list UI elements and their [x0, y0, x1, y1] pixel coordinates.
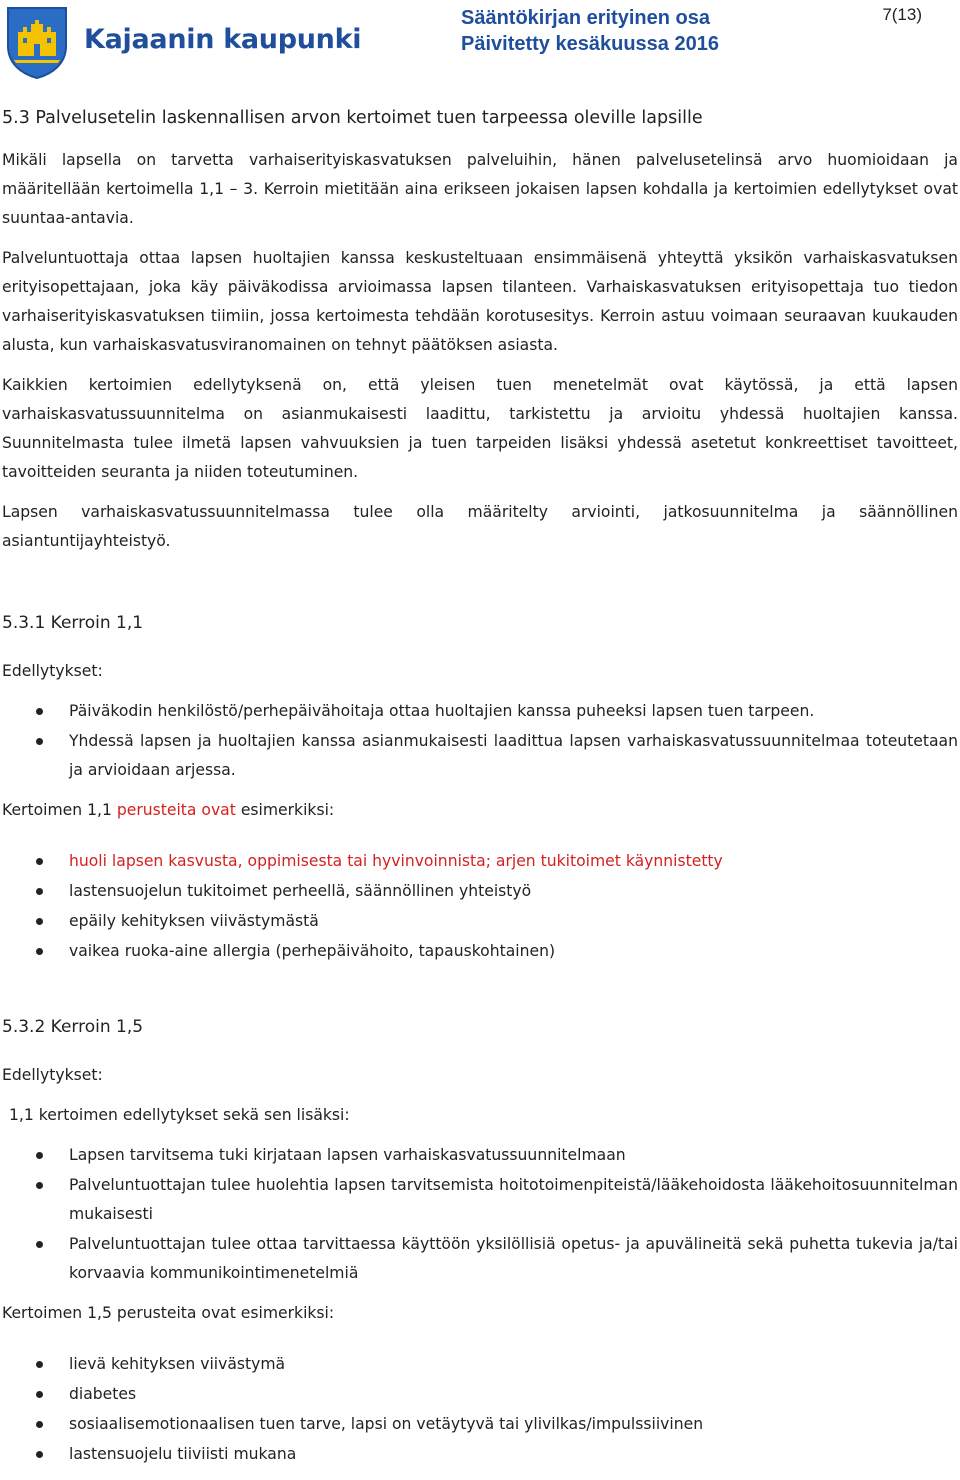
list-item: Yhdessä lapsen ja huoltajien kanssa asianmukaisesti laadittua lapsen varhaiskasvatussuunnitelmaa toteutetaan ja arvioidaan arjessa. [2, 727, 958, 785]
page-header [0, 0, 960, 90]
list-item: vaikea ruoka-aine allergia (perhepäivähoito, tapauskohtainen) [2, 937, 958, 966]
list-item: epäily kehityksen viivästymästä [2, 907, 958, 936]
examples-list [2, 1350, 958, 1469]
examples-label [2, 796, 958, 825]
examples-list [2, 847, 958, 966]
list-item: huoli lapsen kasvusta, oppimisesta tai hyvinvoinnista; arjen tukitoimet käynnistetty [2, 847, 958, 876]
list-item: lievä kehityksen viivästymä [2, 1350, 958, 1379]
subsection-heading-kerroin-1-1: 5.3.1 Kerroin 1,1 [2, 613, 144, 633]
section-heading: 5.3 Palvelusetelin laskennallisen arvon kertoimet tuen tarpeessa oleville lapsille [2, 108, 703, 128]
prerequisites-label: Edellytykset: [2, 1066, 103, 1084]
document-title [461, 5, 719, 57]
paragraph: Kaikkien kertoimien edellytyksenä on, että yleisen tuen menetelmät ovat käytössä, ja että lapsen varhaiskasvatussuunnitelma on asianmukaisesti laadittu, tarkistettu ja arvioitu yhdessä huoltajien kanssa. Suunnitelmasta tulee ilmetä lapsen vahvuuksien ja tuen tarpeiden lisäksi yhdessä asetetut konkreettiset tavoitteet, tavoitteiden seuranta ja niiden toteutuminen. [2, 376, 958, 481]
kajaani-coat-of-arms-icon [6, 6, 68, 80]
document-title-line: Sääntökirjan erityinen osa [461, 7, 710, 29]
page-number: 7(13) [882, 5, 922, 24]
prerequisites-list [2, 1141, 958, 1288]
paragraph: Palveluntuottaja ottaa lapsen huoltajien kanssa keskusteltuaan ensimmäisenä yhteyttä yksikön varhaiskasvatuksen erityisopettajaan, joka käy päiväkodissa arvioimassa lapsen tilanteen. Varhaiskasvatuksen erityisopettaja tuo tiedon varhaiserityiskasvatuksen tiimiin, jossa kertoimesta tehdään korotusesitys. Kerroin astuu voimaan seuraavan kuukauden alusta, kun varhaiskasvatusviranomainen on tehnyt päätöksen asiasta. [2, 249, 958, 354]
paragraph: Lapsen varhaiskasvatussuunnitelmassa tulee olla määritelty arviointi, jatkosuunnitelma ja säännöllinen asiantuntijayhteistyö. [2, 503, 958, 550]
document-updated-line: Päivitetty kesäkuussa 2016 [461, 33, 719, 55]
prerequisites-intro: 1,1 kertoimen edellytykset sekä sen lisäksi: [9, 1106, 350, 1124]
list-item: lastensuojelun tukitoimet perheellä, säännöllinen yhteistyö [2, 877, 958, 906]
document-body [2, 104, 958, 1480]
examples-label-start: Kertoimen 1,1 [2, 801, 117, 819]
prerequisites-label: Edellytykset: [2, 662, 103, 680]
list-item: lastensuojelu tiiviisti mukana [2, 1440, 958, 1469]
list-item: Palveluntuottajan tulee huolehtia lapsen tarvitsemista hoitotoimenpiteistä/lääkehoidosta lääkehoitosuunnitelman mukaisesti [2, 1171, 958, 1229]
examples-label-end: esimerkiksi: [235, 801, 335, 819]
examples-label: Kertoimen 1,5 perusteita ovat esimerkiksi: [2, 1304, 335, 1322]
list-item: Lapsen tarvitsema tuki kirjataan lapsen varhaiskasvatussuunnitelmaan [2, 1141, 958, 1170]
list-item: Palveluntuottajan tulee ottaa tarvittaessa käyttöön yksilöllisiä opetus- ja apuvälineitä sekä puhetta tukevia ja/tai korvaavia kommunikointimenetelmiä [2, 1230, 958, 1288]
list-item: Päiväkodin henkilöstö/perhepäivähoitaja ottaa huoltajien kanssa puheeksi lapsen tuen tarpeen. [2, 697, 958, 726]
prerequisites-list [2, 697, 958, 785]
subsection-heading-kerroin-1-5: 5.3.2 Kerroin 1,5 [2, 1017, 144, 1037]
paragraph: Mikäli lapsella on tarvetta varhaiserityiskasvatuksen palveluihin, hänen palvelusetelinsä arvo huomioidaan ja määritellään kertoimella 1,1 – 3. Kerroin mietitään aina erikseen jokaisen lapsen kohdalla ja kertoimien edellytykset ovat suuntaa-antavia. [2, 151, 958, 227]
list-item: sosiaalisemotionaalisen tuen tarve, lapsi on vetäytyvä tai ylivilkas/impulssiivinen [2, 1410, 958, 1439]
organization-name: Kajaanin kaupunki [84, 24, 362, 55]
list-item: diabetes [2, 1380, 958, 1409]
examples-label-highlight: perusteita ovat [116, 801, 236, 819]
